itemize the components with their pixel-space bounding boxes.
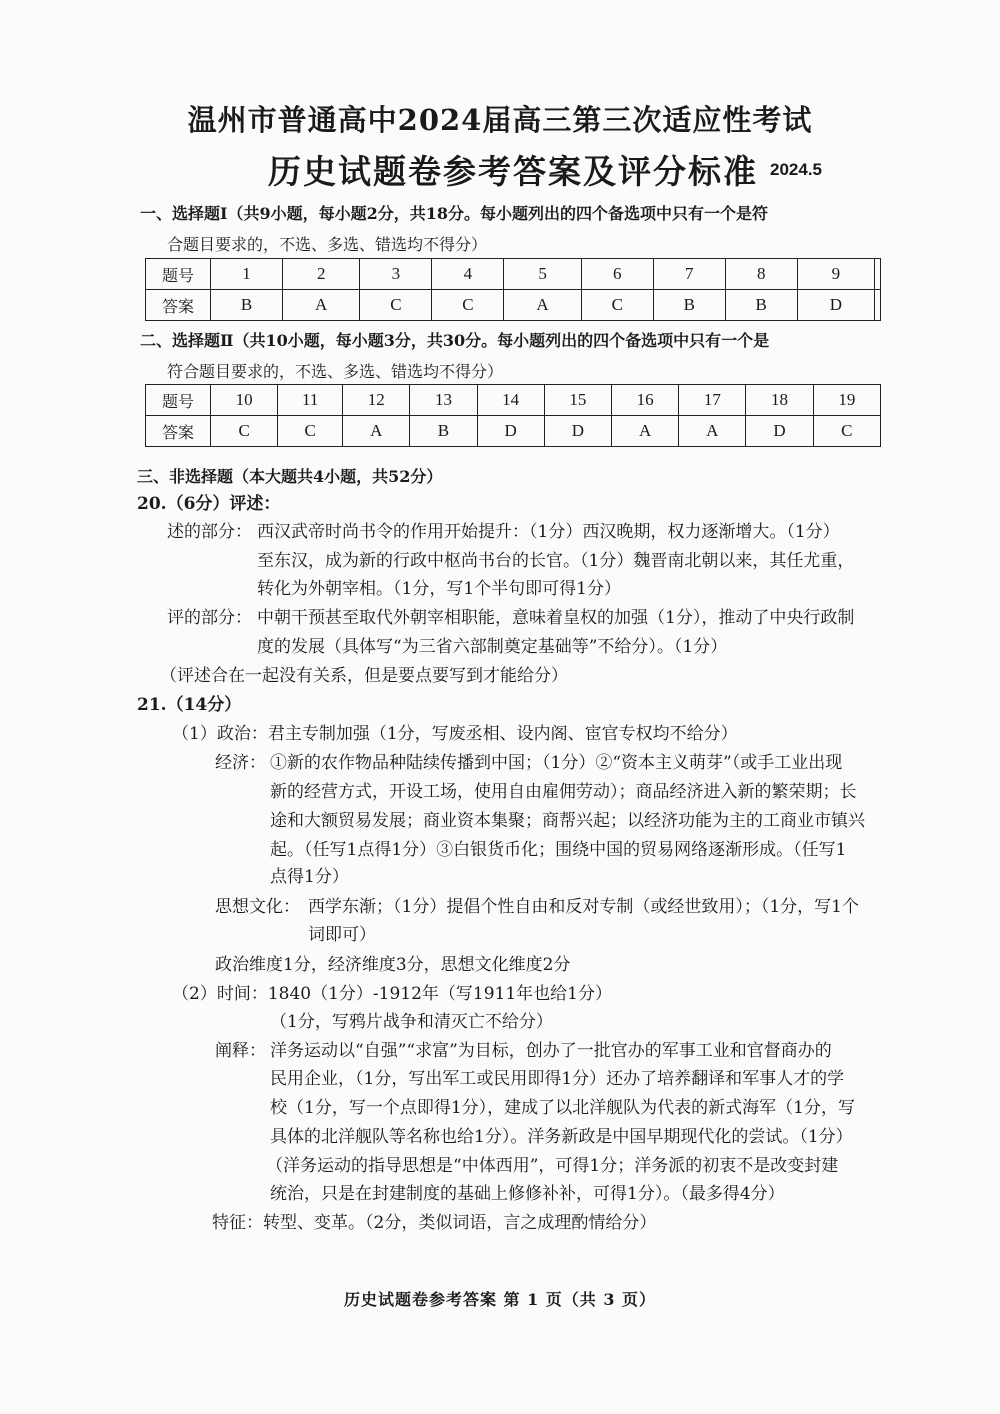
question-number: 4 — [432, 259, 504, 290]
question-number: 19 — [813, 385, 880, 416]
table-row-answers — [146, 416, 881, 447]
q21-explain-label: 阐释： — [215, 1041, 266, 1061]
table-row-numbers — [146, 259, 881, 290]
answer-cell: C — [360, 290, 432, 321]
q21-econ-line: 点得1分） — [270, 867, 349, 887]
q21-econ-label: 经济： — [215, 753, 266, 773]
table-row-answers — [146, 290, 881, 321]
q21-culture-line: 西学东渐；（1分）提倡个性自由和反对专制（或经世致用）；（1分，写1个 — [308, 897, 859, 917]
table-row-numbers — [146, 385, 881, 416]
q20-ping-line: 中朝干预甚至取代外朝宰相职能，意味着皇权的加强（1分），推动了中央行政制 — [257, 608, 855, 628]
answer-cell: B — [211, 290, 283, 321]
question-number: 11 — [278, 385, 343, 416]
question-number: 5 — [504, 259, 581, 290]
section1-heading-cont: 合题目要求的，不选、多选、错选均不得分） — [167, 235, 488, 254]
answer-cell: C — [211, 416, 278, 447]
q21-culture-label: 思想文化： — [215, 897, 300, 917]
q20-shu-line: 西汉武帝时尚书令的作用开始提升：（1分）西汉晚期，权力逐渐增大。（1分） — [257, 522, 840, 542]
q21-part1-politics: （1）政治：君主专制加强（1分，写废丞相、设内阁、宦官专权均不给分） — [172, 724, 738, 744]
q21-econ-line: ①新的农作物品种陆续传播到中国；（1分）②“资本主义萌芽”（或手工业出现 — [270, 753, 843, 773]
q21-explain-line: 洋务运动以“自强”“求富”为目标，创办了一批官办的军事工业和官督商办的 — [270, 1041, 832, 1061]
answer-cell: D — [477, 416, 544, 447]
q21-culture-line: 词即可） — [308, 925, 376, 945]
q21-econ-line: 途和大额贸易发展；商业资本集聚；商帮兴起；以经济功能为主的工商业市镇兴 — [270, 811, 865, 831]
answer-cell: C — [278, 416, 343, 447]
answer-cell: B — [725, 290, 797, 321]
question-number: 8 — [725, 259, 797, 290]
section2-answer-table — [145, 384, 881, 447]
question-number: 1 — [211, 259, 283, 290]
q21-part2-sub: （1分，写鸦片战争和清灭亡不给分） — [270, 1012, 553, 1032]
document-title: 温州市普通高中2024届高三第三次适应性考试 — [187, 103, 813, 137]
document-subtitle: 历史试题卷参考答案及评分标准 — [268, 152, 758, 191]
page-footer: 历史试题卷参考答案 第 1 页（共 3 页） — [343, 1290, 657, 1309]
q21-explain-line: 具体的北洋舰队等名称也给1分）。洋务新政是中国早期现代化的尝试。（1分） — [270, 1127, 853, 1147]
question-number: 2 — [282, 259, 359, 290]
q20-ping-line: 度的发展（具体写“为三省六部制奠定基础等”不给分）。（1分） — [257, 637, 728, 657]
section3-heading: 三、非选择题（本大题共4小题，共52分） — [137, 467, 443, 486]
answer-cell: C — [813, 416, 880, 447]
q21-title: 21.（14分） — [137, 695, 242, 715]
q21-explain-line: 统治，只是在封建制度的基础上修修补补，可得1分）。（最多得4分） — [270, 1184, 785, 1204]
question-number: 16 — [611, 385, 678, 416]
answer-cell: B — [410, 416, 477, 447]
q20-note: （评述合在一起没有关系，但是要点要写到才能给分） — [160, 666, 568, 686]
answer-cell: A — [282, 290, 359, 321]
q21-feature-line: 特征：转型、变革。（2分，类似词语，言之成理酌情给分） — [212, 1213, 657, 1233]
answer-cell: A — [679, 416, 746, 447]
answer-cell: D — [797, 290, 874, 321]
question-number — [875, 259, 881, 290]
question-number: 12 — [343, 385, 410, 416]
q21-explain-line: 校（1分，写一个点即得1分），建成了以北洋舰队为代表的新式海军（1分，写 — [270, 1098, 855, 1118]
q21-part2-time: （2）时间：1840（1分）-1912年（写1911年也给1分） — [172, 984, 612, 1004]
answer-cell: D — [746, 416, 813, 447]
q21-econ-line: 起。（任写1点得1分）③白银货币化；围绕中国的贸易网络逐渐形成。（任写1 — [270, 840, 847, 860]
question-number: 6 — [581, 259, 653, 290]
document-date: 2024.5 — [770, 160, 822, 179]
section1-answer-table — [145, 258, 881, 321]
row-label: 题号 — [146, 259, 211, 290]
q20-shu-line: 至东汉，成为新的行政中枢尚书台的长官。（1分）魏晋南北朝以来，其任尤重， — [257, 551, 855, 571]
row-label: 题号 — [146, 385, 211, 416]
answer-cell: D — [544, 416, 611, 447]
section1-heading: 一、选择题Ⅰ（共9小题，每小题2分，共18分。每小题列出的四个备选项中只有一个是符 — [140, 204, 769, 223]
question-number: 17 — [679, 385, 746, 416]
row-label: 答案 — [146, 290, 211, 321]
q21-econ-line: 新的经营方式，开设工场，使用自由雇佣劳动）；商品经济进入新的繁荣期；长 — [270, 782, 857, 802]
answer-cell: A — [343, 416, 410, 447]
q20-shu-label: 述的部分： — [167, 522, 252, 542]
question-number: 9 — [797, 259, 874, 290]
q21-explain-line: 民用企业，（1分，写出军工或民用即得1分）还办了培养翻译和军事人才的学 — [270, 1069, 845, 1089]
q20-title: 20.（6分）评述： — [137, 494, 281, 514]
question-number: 7 — [653, 259, 725, 290]
question-number: 14 — [477, 385, 544, 416]
q20-shu-line: 转化为外朝宰相。（1分，写1个半句即可得1分） — [257, 579, 621, 599]
q20-ping-label: 评的部分： — [167, 608, 252, 628]
answer-cell: A — [611, 416, 678, 447]
question-number: 3 — [360, 259, 432, 290]
answer-cell: A — [504, 290, 581, 321]
question-number: 13 — [410, 385, 477, 416]
answer-cell: C — [581, 290, 653, 321]
question-number: 10 — [211, 385, 278, 416]
q21-explain-line: （洋务运动的指导思想是“中体西用”，可得1分；洋务派的初衷不是改变封建 — [266, 1156, 839, 1176]
q21-dimension-line: 政治维度1分，经济维度3分，思想文化维度2分 — [215, 955, 571, 975]
section2-heading: 二、选择题Ⅱ（共10小题，每小题3分，共30分。每小题列出的四个备选项中只有一个是 — [140, 331, 770, 350]
answer-cell: B — [653, 290, 725, 321]
question-number: 18 — [746, 385, 813, 416]
answer-cell: C — [432, 290, 504, 321]
answer-cell — [875, 290, 881, 321]
row-label: 答案 — [146, 416, 211, 447]
question-number: 15 — [544, 385, 611, 416]
section2-heading-cont: 符合题目要求的，不选、多选、错选均不得分） — [167, 362, 504, 381]
